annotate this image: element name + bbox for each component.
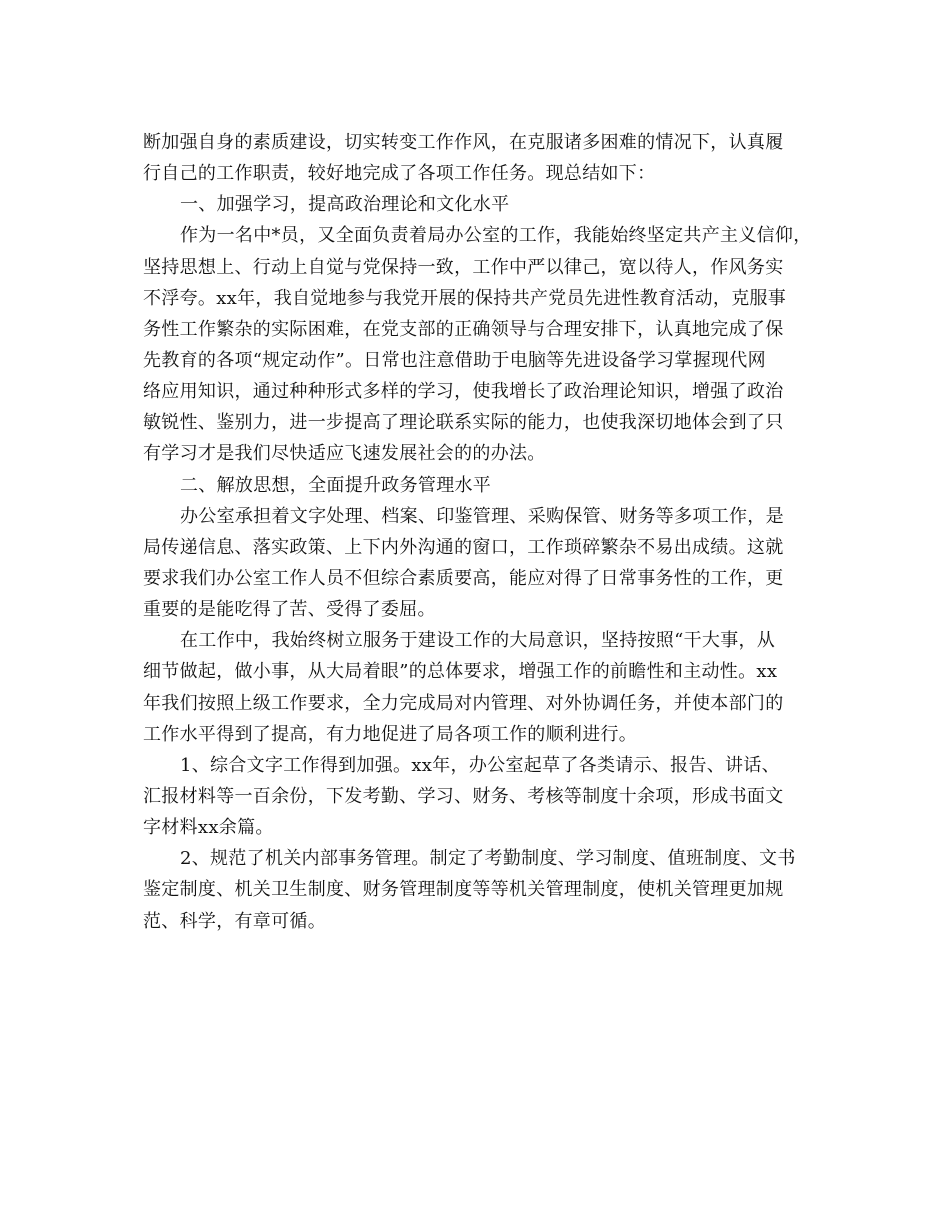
text-line-23: 字材料xx余篇。 <box>143 817 274 839</box>
text-line-7: 务性工作繁杂的实际困难，在党支部的正确领导与合理安排下，认真地完成了保 <box>143 318 784 340</box>
text-line-13: 办公室承担着文字处理、档案、印鉴管理、采购保管、财务等多项工作，是 <box>180 505 784 527</box>
text-line-11: 有学习才是我们尽快适应飞速发展社会的的办法。 <box>143 443 546 465</box>
text-line-4: 作为一名中*员，又全面负责着局办公室的工作，我能始终坚定共产主义信仰， <box>180 225 812 247</box>
section-heading-2: 二、解放思想，全面提升政务管理水平 <box>180 474 492 496</box>
list-item-2: 2、规范了机关内部事务管理。制定了考勤制度、学习制度、值班制度、文书 <box>180 848 796 870</box>
text-line-14: 局传递信息、落实政策、上下内外沟通的窗口，工作琐碎繁杂不易出成绩。这就 <box>143 536 784 558</box>
text-line-19: 年我们按照上级工作要求，全力完成局对内管理、对外协调任务，并使本部门的 <box>143 692 784 714</box>
text-line-1: 断加强自身的素质建设，切实转变工作作风，在克服诸多困难的情况下，认真履 <box>143 132 784 153</box>
text-line-16: 重要的是能吃得了苦、受得了委屈。 <box>143 599 436 621</box>
text-line-25: 鉴定制度、机关卫生制度、财务管理制度等等机关管理制度，使机关管理更加规 <box>143 879 784 901</box>
text-line-26: 范、科学，有章可循。 <box>143 910 326 932</box>
text-line-8: 先教育的各项“规定动作”。日常也注意借助于电脑等先进设备学习掌握现代网 <box>143 349 766 371</box>
text-line-20: 工作水平得到了提高，有力地促进了局各项工作的顺利进行。 <box>143 723 638 745</box>
text-line-15: 要求我们办公室工作人员不但综合素质要高，能应对得了日常事务性的工作，更 <box>143 567 784 589</box>
text-line-5: 坚持思想上、行动上自觉与党保持一致，工作中严以律己，宽以待人，作风务实 <box>143 256 784 278</box>
text-line-18: 细节做起，做小事，从大局着眼”的总体要求，增强工作的前瞻性和主动性。xx <box>143 661 778 683</box>
section-heading-1: 一、加强学习，提高政治理论和文化水平 <box>180 194 510 216</box>
text-line-17: 在工作中，我始终树立服务于建设工作的大局意识，坚持按照“干大事，从 <box>180 630 776 652</box>
text-line-6: 不浮夸。xx年，我自觉地参与我党开展的保持共产党员先进性教育活动，克服事 <box>143 287 787 309</box>
text-line-10: 敏锐性、鉴别力，进一步提高了理论联系实际的能力，也使我深切地体会到了只 <box>143 412 784 434</box>
document-body <box>143 127 823 937</box>
text-line-22: 汇报材料等一百余份，下发考勤、学习、财务、考核等制度十余项，形成书面文 <box>143 785 784 807</box>
text-line-9: 络应用知识，通过种种形式多样的学习，使我增长了政治理论知识，增强了政治 <box>143 381 784 403</box>
list-item-1: 1、综合文字工作得到加强。xx年，办公室起草了各类请示、报告、讲话、 <box>180 754 780 776</box>
text-line-2: 行自己的工作职责，较好地完成了各项工作任务。现总结如下： <box>143 163 656 185</box>
